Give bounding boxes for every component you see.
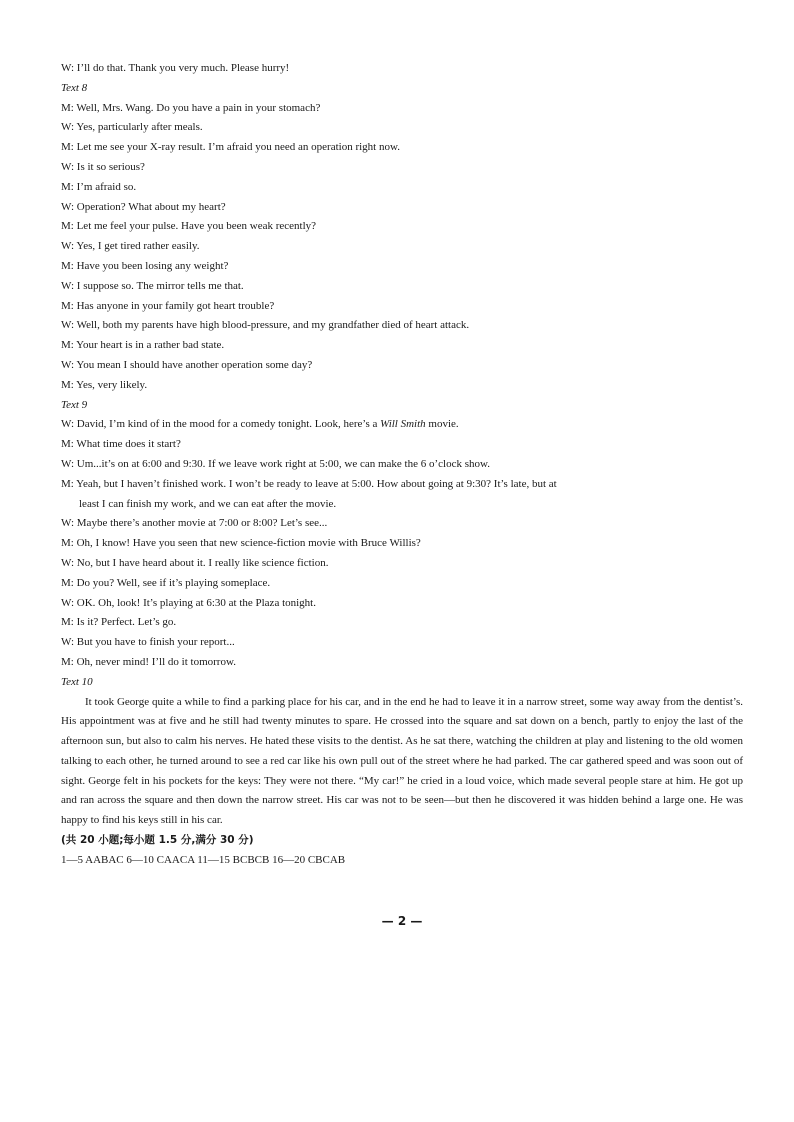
- dialogue-line: M: I’m afraid so.: [61, 180, 137, 193]
- scoring-note: (共 20 小题;每小题 1.5 分,满分 30 分): [61, 834, 254, 847]
- dialogue-line: [61, 415, 743, 435]
- section-heading-text-9: Text 9: [61, 398, 88, 411]
- dialogue-line: W: Well, both my parents have high blood-pressure, and my grandfather died of heart attack.: [61, 319, 470, 332]
- passage-paragraph: It took George quite a while to find a parking place for his car, and in the end he had to leave it in a narrow street, some way away from the dentist’s. His appointment was at five and he still had twenty minutes to spare. He crossed into the square and sat down on a bench, partly to enjoy the last of the afternoon sun, but also to calm his nerves. He hated these visits to the dentist. As he sat there, watching the children at play and listening to the old women talking to each other, he turned around to see a red car like his own pull out of the street where he had parked. The car gathered speed and was soon out of sight. George felt in his pockets for the keys: They were not there. “My car!” he cried in a loud voice, which made several people stare at him. He got up and ran across the square and then down the narrow street. His car was not to be seen—but then he discovered it was hidden behind a large one. He was happy to find his keys still in his car.: [61, 695, 743, 827]
- dialogue-text: W: David, I’m kind of in the mood for a comedy tonight. Look, here’s a: [61, 418, 381, 431]
- dialogue-line: M: Yes, very likely.: [61, 378, 148, 391]
- section-heading-text-10: Text 10: [61, 675, 93, 688]
- dialogue-line: M: Has anyone in your family got heart trouble?: [61, 299, 275, 312]
- dialogue-line: W: Operation? What about my heart?: [61, 200, 226, 213]
- dialogue-line: W: Is it so serious?: [61, 160, 145, 173]
- dialogue-line: W: I suppose so. The mirror tells me that.: [61, 279, 244, 292]
- answer-key: 1—5 AABAC 6—10 CAACA 11—15 BCBCB 16—20 CBCAB: [61, 853, 346, 866]
- dialogue-line: W: I’ll do that. Thank you very much. Please hurry!: [61, 62, 290, 74]
- dialogue-line: M: Yeah, but I haven’t finished work. I won’t be ready to leave at 5:00. How about going at 9:30? It’s late, but at: [61, 477, 557, 490]
- section-heading-text-8: Text 8: [61, 81, 88, 94]
- dialogue-line: M: Your heart is in a rather bad state.: [61, 339, 225, 352]
- dialogue-line: W: No, but I have heard about it. I really like science fiction.: [61, 556, 329, 569]
- dialogue-line: M: What time does it start?: [61, 438, 181, 451]
- dialogue-line: W: Um...it’s on at 6:00 and 9:30. If we leave work right at 5:00, we can make the 6 o’clock show.: [61, 457, 490, 470]
- dialogue-line: M: Let me see your X-ray result. I’m afraid you need an operation right now.: [61, 141, 400, 154]
- dialogue-line: W: But you have to finish your report...: [61, 636, 235, 649]
- dialogue-line: W: Yes, I get tired rather easily.: [61, 240, 200, 253]
- page-content: [61, 59, 743, 871]
- dialogue-line-continuation: least I can finish my work, and we can eat after the movie.: [79, 497, 337, 510]
- page-number: — 2 —: [381, 914, 423, 928]
- dialogue-line: M: Oh, never mind! I’ll do it tomorrow.: [61, 655, 236, 668]
- dialogue-line: M: Let me feel your pulse. Have you been weak recently?: [61, 220, 317, 233]
- dialogue-line: W: You mean I should have another operation some day?: [61, 358, 313, 371]
- dialogue-line: M: Well, Mrs. Wang. Do you have a pain in your stomach?: [61, 101, 321, 114]
- dialogue-line: M: Have you been losing any weight?: [61, 259, 229, 272]
- dialogue-text: movie.: [425, 418, 459, 431]
- dialogue-line: M: Oh, I know! Have you seen that new science-fiction movie with Bruce Willis?: [61, 537, 421, 550]
- dialogue-line: W: OK. Oh, look! It’s playing at 6:30 at the Plaza tonight.: [61, 596, 316, 609]
- movie-title: Will Smith: [380, 418, 426, 431]
- dialogue-line: M: Do you? Well, see if it’s playing someplace.: [61, 576, 271, 589]
- dialogue-line: W: Maybe there’s another movie at 7:00 or 8:00? Let’s see...: [61, 517, 328, 530]
- dialogue-line: W: Yes, particularly after meals.: [61, 121, 203, 134]
- dialogue-line: M: Is it? Perfect. Let’s go.: [61, 616, 177, 629]
